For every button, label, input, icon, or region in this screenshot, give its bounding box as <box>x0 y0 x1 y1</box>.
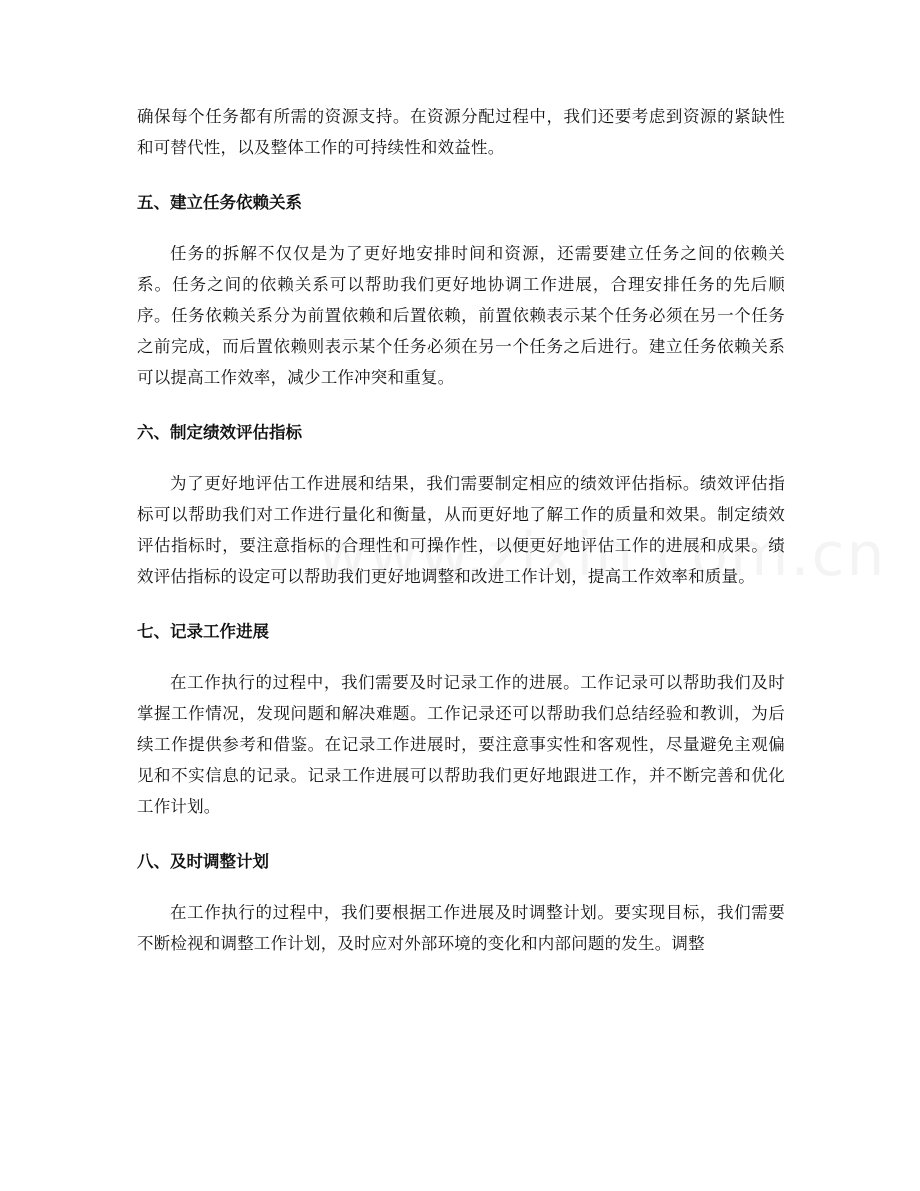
section-heading-8: 八、及时调整计划 <box>137 852 269 871</box>
paragraph-resource-allocation: 确保每个任务都有所需的资源支持。在资源分配过程中，我们还要考虑到资源的紧缺性和可替代性，以及整体工作的可持续性和效益性。 <box>137 107 785 157</box>
section-heading-6: 六、制定绩效评估指标 <box>137 423 302 442</box>
paragraph-task-dependency: 任务的拆解不仅仅是为了更好地安排时间和资源，还需要建立任务之间的依赖关系。任务之间的依赖关系可以帮助我们更好地协调工作进展，合理安排任务的先后顺序。任务依赖关系分为前置依赖和后置依赖，前置依赖表示某个任务必须在另一个任务之前完成，而后置依赖则表示某个任务必须在另一个任务之后进行。建立任务依赖关系可以提高工作效率，减少工作冲突和重复。 <box>137 244 785 387</box>
section-heading-5: 五、建立任务依赖关系 <box>137 193 302 212</box>
document-body <box>137 101 785 959</box>
section-heading-7: 七、记录工作进展 <box>137 622 269 641</box>
paragraph-adjust-plan: 在工作执行的过程中，我们要根据工作进展及时调整计划。要实现目标，我们需要不断检视和调整工作计划，及时应对外部环境的变化和内部问题的发生。调整 <box>137 903 785 953</box>
paragraph-performance-metrics: 为了更好地评估工作进展和结果，我们需要制定相应的绩效评估指标。绩效评估指标可以帮助我们对工作进行量化和衡量，从而更好地了解工作的质量和效果。制定绩效评估指标时，要注意指标的合理性和可操作性，以便更好地评估工作的进展和成果。绩效评估指标的设定可以帮助我们更好地调整和改进工作计划，提高工作效率和质量。 <box>137 474 785 586</box>
paragraph-record-progress: 在工作执行的过程中，我们需要及时记录工作的进展。工作记录可以帮助我们及时掌握工作情况，发现问题和解决难题。工作记录还可以帮助我们总结经验和教训，为后续工作提供参考和借鉴。在记录工作进展时，要注意事实性和客观性，尽量避免主观偏见和不实信息的记录。记录工作进展可以帮助我们更好地跟进工作，并不断完善和优化工作计划。 <box>137 673 785 816</box>
